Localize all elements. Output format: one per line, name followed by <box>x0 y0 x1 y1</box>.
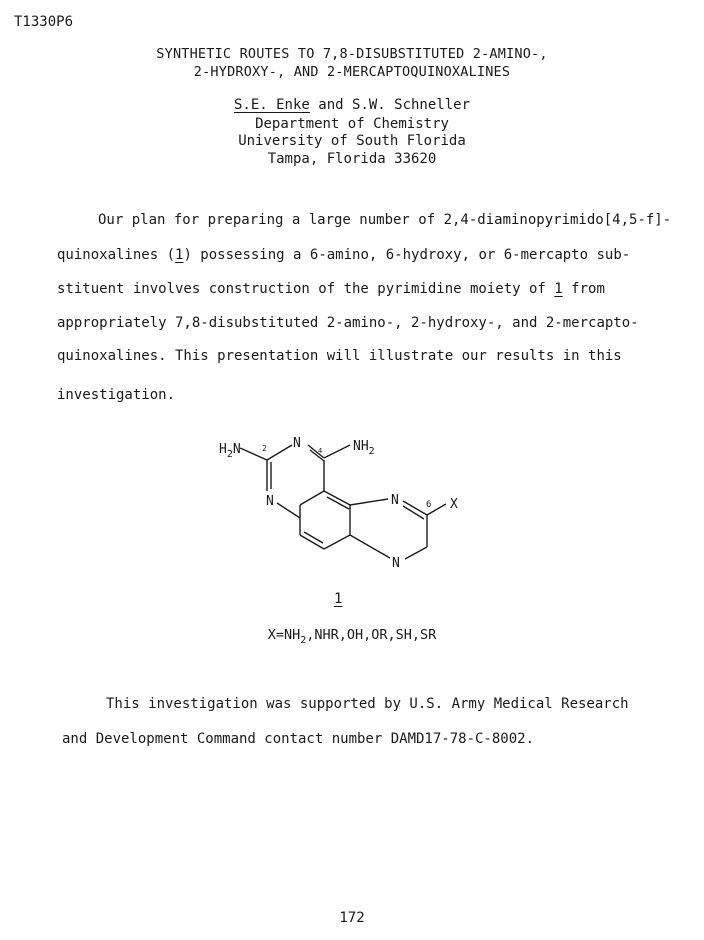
ring-nitrogen-left: N <box>266 494 274 509</box>
authors-line <box>0 97 704 113</box>
authors-and: and <box>309 97 352 113</box>
x-def-b: ,NHR,OH,OR,SH,SR <box>306 627 437 643</box>
support-line-1: This investigation was supported by U.S. Army Medical Research <box>106 696 629 712</box>
ring-nitrogen-right-bottom: N <box>392 556 400 571</box>
abstract-line-2-b: ) possessing a 6-amino, 6-hydroxy, or 6-mercapto sub- <box>183 247 631 263</box>
abstract-line-3-a: stituent involves construction of the pyrimidine moiety of <box>57 281 555 297</box>
abstract-line-6: investigation. <box>57 387 176 403</box>
x-def-subscript: 2 <box>300 635 307 646</box>
position-4-label: 4 <box>318 447 323 455</box>
university: University of South Florida <box>238 133 466 149</box>
compound-ref: 1 <box>554 281 563 297</box>
substituent-definition <box>0 627 704 646</box>
abstract-line-2 <box>57 247 630 263</box>
amino-group-h2n: $H_2N$ <box>219 442 241 460</box>
x-def-a: X=NH <box>267 627 301 643</box>
compound-number: 1 <box>334 591 343 607</box>
position-6-label: 6 <box>426 500 432 510</box>
title-line-1: SYNTHETIC ROUTES TO 7,8-DISUBSTITUTED 2-AMINO-, <box>156 46 548 62</box>
author-2: S.W. Schneller <box>352 97 471 113</box>
chemical-structure <box>200 425 490 585</box>
ring-nitrogen-top: N <box>293 436 301 451</box>
amino-group-nh2: $NH_2$ <box>353 439 375 457</box>
compound-ref: 1 <box>175 247 184 263</box>
abstract-line-3 <box>57 281 605 297</box>
abstract-line-1: Our plan for preparing a large number of 2,4-diaminopyrimido[4,5-f]- <box>98 212 672 228</box>
support-line-2: and Development Command contact number DAMD17-78-C-8002. <box>62 731 535 747</box>
abstract-line-2-a: quinoxalines ( <box>57 247 176 263</box>
document-code: T1330P6 <box>14 14 74 30</box>
abstract-line-5: quinoxalines. This presentation will illustrate our results in this <box>57 348 622 364</box>
page-number: 172 <box>339 910 365 926</box>
substituent-x: X <box>450 497 458 512</box>
abstract-line-4: appropriately 7,8-disubstituted 2-amino-, 2-hydroxy-, and 2-mercapto- <box>57 315 639 331</box>
author-1: S.E. Enke <box>233 97 310 113</box>
department: Department of Chemistry <box>255 116 449 132</box>
city: Tampa, Florida 33620 <box>267 151 437 167</box>
ring-nitrogen-right-top: N <box>391 493 399 508</box>
abstract-line-3-b: from <box>562 281 605 297</box>
position-2-label: 2 <box>262 444 267 453</box>
title-line-2: 2-HYDROXY-, AND 2-MERCAPTOQUINOXALINES <box>193 64 511 80</box>
